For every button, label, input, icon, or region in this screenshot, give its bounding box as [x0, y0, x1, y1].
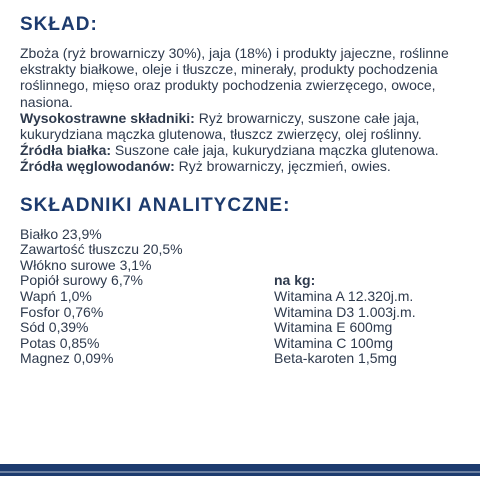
- section-label: Źródła białka:: [20, 142, 112, 159]
- analysis-heading: SKŁADNIKI ANALITYCZNE:: [20, 194, 291, 216]
- vitamin-row: Witamina E 600mg: [274, 319, 393, 336]
- composition-section-digestible: [20, 110, 470, 142]
- nutrient-row: Wapń 1,0%: [20, 288, 92, 304]
- composition-text: [20, 45, 470, 175]
- section-text: Suszone całe jaja, kukurydziana mączka glutenowa.: [111, 142, 439, 159]
- vitamin-row: Witamina D3 1.003j.m.: [274, 303, 416, 320]
- composition-intro: Zboża (ryż browarniczy 30%), jaja (18%) i produkty jajeczne, roślinne ekstrakty białkowe, oleje i tłuszcze, minerały, produkty pochodzenia roślinnego, mięso oraz produkty pochodzenia zwierzęcego, owoce, nasiona.: [20, 45, 449, 110]
- nutrient-row: Magnez 0,09%: [20, 350, 114, 367]
- nutrient-row: Zawartość tłuszczu 20,5%: [20, 241, 183, 258]
- per-kg-label: na kg:: [274, 272, 316, 289]
- nutrient-row: Popiół surowy 6,7%: [20, 272, 143, 289]
- section-label: Źródła węglowodanów:: [20, 158, 175, 175]
- nutrient-row: Potas 0,85%: [20, 334, 100, 351]
- vitamin-list: [274, 273, 416, 367]
- section-text: Ryż browarniczy, suszone całe jaja, kukurydziana mączka glutenowa, tłuszcz zwierzęcy, olej roślinny.: [20, 109, 422, 143]
- section-label: Wysokostrawne składniki:: [20, 109, 195, 126]
- vitamin-row: Witamina A 12.320j.m.: [274, 288, 414, 305]
- nutrient-list: [20, 227, 260, 367]
- section-text: Ryż browarniczy, jęczmień, owies.: [174, 158, 391, 175]
- label-content: [20, 14, 470, 367]
- nutrient-row: Fosfor 0,76%: [20, 303, 104, 320]
- bottom-bar: [0, 464, 480, 476]
- analysis-table: [20, 227, 470, 367]
- nutrient-row: Sód 0,39%: [20, 319, 89, 336]
- vitamin-row: Beta-karoten 1,5mg: [274, 350, 397, 367]
- composition-heading: SKŁAD:: [20, 14, 98, 35]
- vitamin-row: Witamina C 100mg: [274, 334, 394, 351]
- nutrient-row: Włókno surowe 3,1%: [20, 256, 152, 273]
- nutrient-row: Białko 23,9%: [20, 225, 102, 242]
- composition-section-protein: [20, 142, 470, 158]
- composition-section-carbs: [20, 158, 470, 174]
